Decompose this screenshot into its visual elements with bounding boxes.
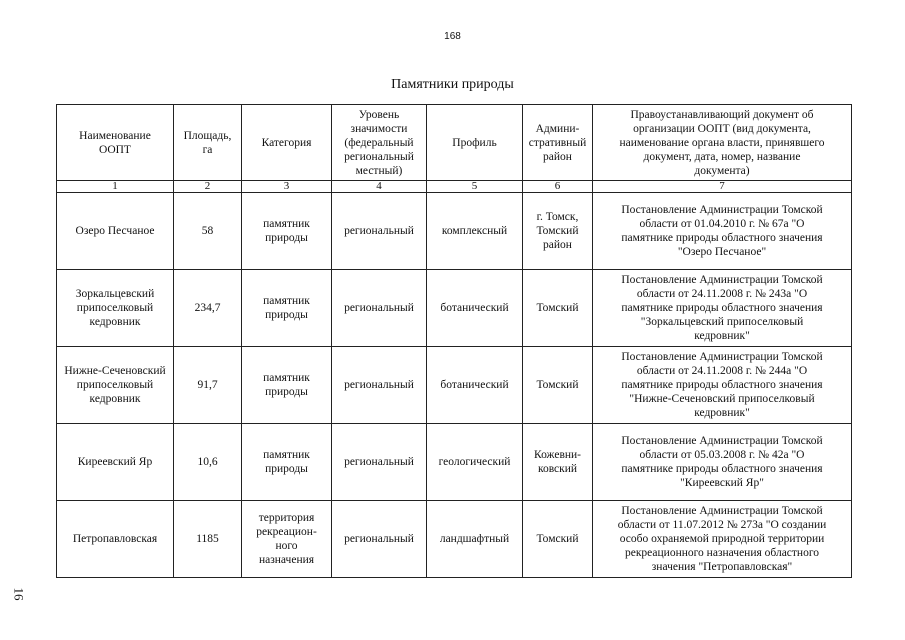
column-number: 1 <box>57 181 174 193</box>
column-number: 7 <box>593 181 852 193</box>
cell-profile: комплексный <box>427 193 523 270</box>
cell-category: памятник природы <box>242 193 332 270</box>
cell-profile: ландшафтный <box>427 501 523 578</box>
column-number: 6 <box>523 181 593 193</box>
column-number-row <box>57 181 852 193</box>
header-area: Площадь, га <box>174 105 242 181</box>
cell-level: региональный <box>332 347 427 424</box>
cell-district: Томский <box>523 501 593 578</box>
cell-profile: ботанический <box>427 347 523 424</box>
cell-name: Нижне-Сеченовский припоселковый кедровник <box>57 347 174 424</box>
cell-level: региональный <box>332 193 427 270</box>
header-profile: Профиль <box>427 105 523 181</box>
cell-district: Томский <box>523 347 593 424</box>
table-row <box>57 501 852 578</box>
cell-category: памятник природы <box>242 347 332 424</box>
column-number: 5 <box>427 181 523 193</box>
cell-document: Постановление Администрации Томской области от 05.03.2008 г. № 42а "О памятнике природы областного значения "Киреевский Яр" <box>593 424 852 501</box>
cell-area: 91,7 <box>174 347 242 424</box>
cell-area: 10,6 <box>174 424 242 501</box>
header-district: Админи- стративный район <box>523 105 593 181</box>
cell-level: региональный <box>332 424 427 501</box>
cell-document: Постановление Администрации Томской области от 01.04.2010 г. № 67а "О памятнике природы областного значения "Озеро Песчаное" <box>593 193 852 270</box>
header-name: Наименование ООПТ <box>57 105 174 181</box>
cell-district: г. Томск, Томский район <box>523 193 593 270</box>
header-document: Правоустанавливающий документ об организации ООПТ (вид документа, наименование органа власти, принявшего документ, дата, номер, название документа) <box>593 105 852 181</box>
cell-name: Озеро Песчаное <box>57 193 174 270</box>
table-row <box>57 270 852 347</box>
cell-category: памятник природы <box>242 270 332 347</box>
table-row <box>57 424 852 501</box>
cell-document: Постановление Администрации Томской области от 11.07.2012 № 273а "О создании особо охраняемой природной территории рекреационного назначения областного значения "Петропавловская" <box>593 501 852 578</box>
header-level: Уровень значимости (федеральный региональный местный) <box>332 105 427 181</box>
side-page-number: 16 <box>11 587 27 601</box>
cell-category: памятник природы <box>242 424 332 501</box>
page-number: 168 <box>444 31 461 42</box>
column-number: 4 <box>332 181 427 193</box>
header-category: Категория <box>242 105 332 181</box>
cell-area: 58 <box>174 193 242 270</box>
cell-name: Киреевский Яр <box>57 424 174 501</box>
cell-level: региональный <box>332 501 427 578</box>
cell-document: Постановление Администрации Томской области от 24.11.2008 г. № 243а "О памятнике природы областного значения "Зоркальцевский припоселковый кедровник" <box>593 270 852 347</box>
cell-name: Зоркальцевский припоселковый кедровник <box>57 270 174 347</box>
cell-category: территория рекреацион- ного назначения <box>242 501 332 578</box>
table-row <box>57 193 852 270</box>
cell-district: Кожевни- ковский <box>523 424 593 501</box>
column-number: 2 <box>174 181 242 193</box>
document-title: Памятники природы <box>391 77 514 92</box>
cell-area: 1185 <box>174 501 242 578</box>
table-row <box>57 347 852 424</box>
column-number: 3 <box>242 181 332 193</box>
monuments-table <box>56 104 852 578</box>
cell-district: Томский <box>523 270 593 347</box>
cell-level: региональный <box>332 270 427 347</box>
cell-profile: геологический <box>427 424 523 501</box>
header-row <box>57 105 852 181</box>
cell-document: Постановление Администрации Томской области от 24.11.2008 г. № 244а "О памятнике природы областного значения "Нижне-Сеченовский припоселковый кедровник" <box>593 347 852 424</box>
cell-profile: ботанический <box>427 270 523 347</box>
cell-name: Петропавловская <box>57 501 174 578</box>
cell-area: 234,7 <box>174 270 242 347</box>
